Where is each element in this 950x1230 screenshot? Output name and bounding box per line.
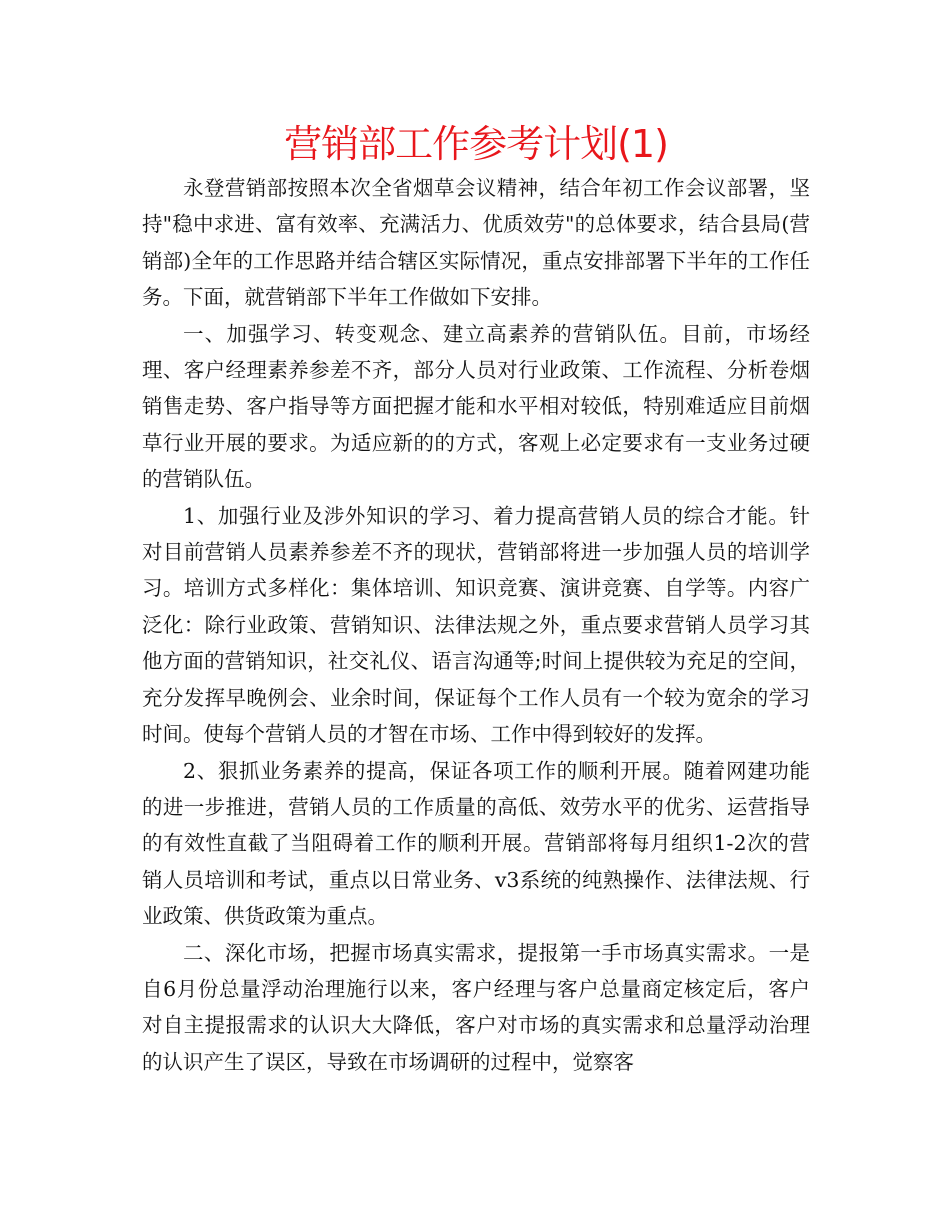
document-body [142,170,810,1080]
paragraph-item-1: 1、加强行业及涉外知识的学习、着力提高营销人员的综合才能。针对目前营销人员素养参差不齐的现状，营销部将进一步加强人员的培训学习。培训方式多样化：集体培训、知识竞赛、演讲竞赛、自学等。内容广泛化：除行业政策、营销知识、法律法规之外，重点要求营销人员学习其他方面的营销知识，社交礼仪、语言沟通等;时间上提供较为充足的空间，充分发挥早晚例会、业余时间，保证每个工作人员有一个较为宽余的学习时间。使每个营销人员的才智在市场、工作中得到较好的发挥。 [142,503,810,747]
document-page [142,118,810,1080]
document-title: 营销部工作参考计划(1) [284,122,668,166]
paragraph-item-2: 2、狠抓业务素养的提高，保证各项工作的顺利开展。随着网建功能的进一步推进，营销人员的工作质量的高低、效劳水平的优劣、运营指导的有效性直截了当阻碍着工作的顺利开展。营销部将每月组织1-2次的营销人员培训和考试，重点以日常业务、v3系统的纯熟操作、法律法规、行业政策、供货政策为重点。 [142,758,810,929]
paragraph-intro: 永登营销部按照本次全省烟草会议精神，结合年初工作会议部署，坚持"稳中求进、富有效率、充满活力、优质效劳"的总体要求，结合县局(营销部)全年的工作思路并结合辖区实际情况，重点安排部署下半年的工作任务。下面，就营销部下半年工作做如下安排。 [142,176,810,310]
paragraph-section-1: 一、加强学习、转变观念、建立高素养的营销队伍。目前，市场经理、客户经理素养参差不齐，部分人员对行业政策、工作流程、分析卷烟销售走势、客户指导等方面把握才能和水平相对较低，特别难适应目前烟草行业开展的要求。为适应新的的方式，客观上必定要求有一支业务过硬的营销队伍。 [142,321,810,492]
paragraph-section-2: 二、深化市场，把握市场真实需求，提报第一手市场真实需求。一是自6月份总量浮动治理施行以来，客户经理与客户总量商定核定后，客户对自主提报需求的认识大大降低，客户对市场的真实需求和总量浮动治理的认识产生了误区，导致在市场调研的过程中，觉察客 [142,940,810,1074]
